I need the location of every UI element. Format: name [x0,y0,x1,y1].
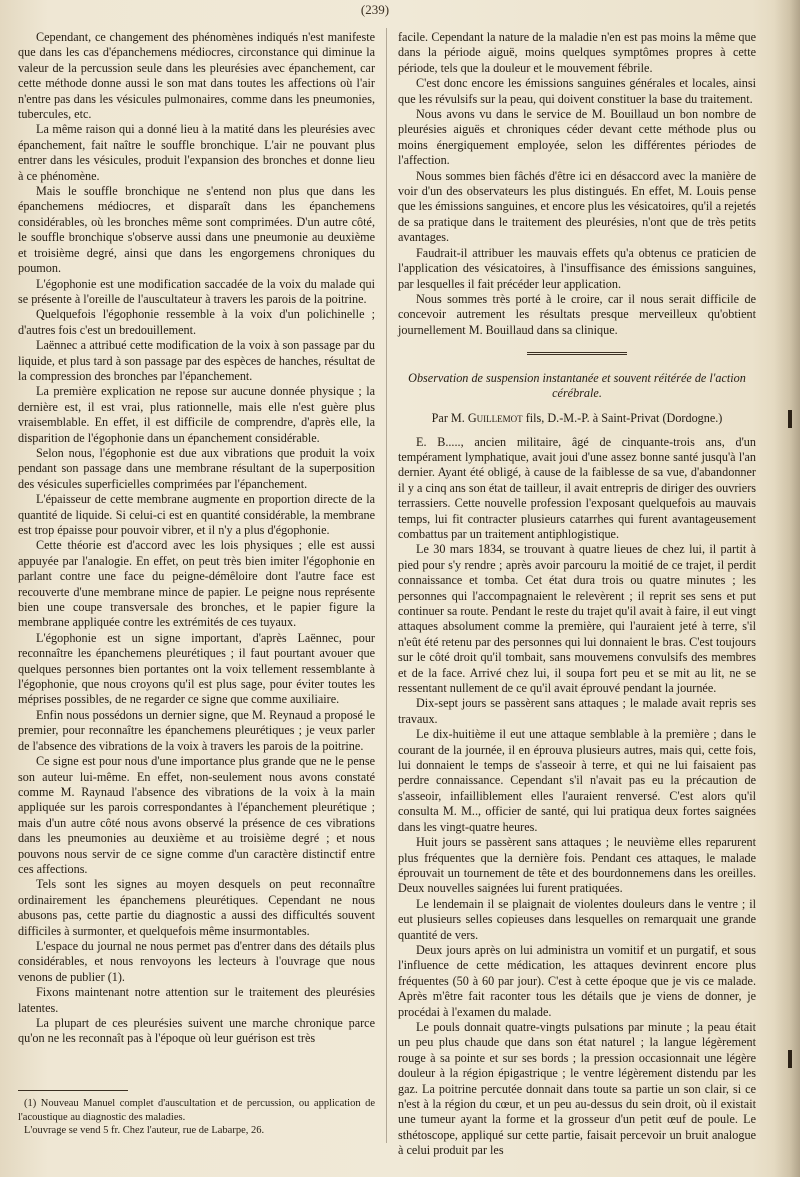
paragraph: La première explication ne repose sur aucune donnée physique ; la dernière est, il est vrai, plus rationnelle, mais elle n'est guère plus vraisemblable. En effet, il est difficile de comprendre, d'après elle, la disparition de l'égophonie dans un épanchement considérable. [18,384,375,445]
paragraph: Dix-sept jours se passèrent sans attaques ; le malade avait repris ses travaux. [398,696,756,726]
paragraph: Enfin nous possédons un dernier signe, que M. Reynaud a proposé le premier, pour reconnaître les épanchemens pleurétiques ; je veux parler de l'absence des vibrations de la voix à travers les parois de la poitrine. [18,707,375,753]
paragraph: Huit jours se passèrent sans attaques ; le neuvième elles reparurent plus fréquentes que la dernière fois. Pendant ces attaques, le malade éprouvait un tournement de tête et des bourdonnemens dans les oreilles. Deux nouvelles saignées lui furent pratiquées. [398,835,756,896]
author-credentials: fils, D.-M.-P. à Saint-Privat (Dordogne.) [525,411,723,426]
paragraph: Laënnec a attribué cette modification de la voix à son passage par du liquide, et plus tard à son passage par des espèces de hanches, résultat de la compression des bronches par l'épanchement. [18,338,375,383]
column-divider [386,28,387,1143]
paragraph: E. B....., ancien militaire, âgé de cinquante-trois ans, d'un tempérament lymphatique, avait joui d'une assez bonne santé jusqu'à l'an dernier. Ayant été obligé, à cause de la faiblesse de sa vue, d'abandonner il y a cinq ans son état de tailleur, il avait entrepris de diriger des ouvriers terrassiers. Cette nouvelle profession l'exposant quelquefois au mauvais temps, lui fit contracter plusieurs catarrhes qui furent avantageusement combattus par un traitement antiphlogistique. [398,434,756,541]
author-name: Guillemot [467,411,523,426]
section-rule [527,352,627,355]
paragraph: Deux jours après on lui administra un vomitif et un purgatif, et sous l'influence de cette médication, les attaques devinrent encore plus fréquentes (50 à 60 par jour). C'est à cette époque que je vis ce malade. Après m'être fait raconter tous les détails que je viens de donner, je procédai à l'examen du malade. [398,942,756,1019]
page-number: ( 239 ) [352,2,398,18]
paragraph: Le pouls donnait quatre-vingts pulsations par minute ; la peau était un peu plus chaude que dans son état naturel ; la langue légèrement rouge à sa pointe et sur ses bords ; la pression occasionnait une légère douleur à la région épigastrique ; le ventre légèrement distendu par les gaz. La poitrine percutée donnait dans toute sa partie un son clair, si ce n'est à la région du cœur, et un peu au-dessus du sein droit, où il existait une tumeur ayant la forme et la grosseur d'un petit œuf de poule. Le sthétoscope, appliqué sur cette partie, faisait percevoir un bruit analogue à celui produit par les [398,1019,756,1158]
paragraph: Fixons maintenant notre attention sur le traitement des pleurésies latentes. [18,985,375,1015]
paragraph: L'égophonie est une modification saccadée de la voix du malade qui se présente à l'oreille de l'auscultateur à travers les parois de la poitrine. [18,276,375,306]
page-edge-shadow [774,0,800,1177]
author-byline [398,411,756,426]
paragraph: Le lendemain il se plaignait de violentes douleurs dans le ventre ; il eut plusieurs selles copieuses dans lesquelles on remarquait une grande quantité de vers. [398,896,756,942]
paragraph: Nous avons vu dans le service de M. Bouillaud un bon nombre de pleurésies aiguës et chroniques céder devant cette méthode plus ou moins énergiquement employée, selon les différentes périodes de l'affection. [398,107,756,168]
paragraph: Nous sommes bien fâchés d'être ici en désaccord avec la manière de voir d'un des observateurs les plus distingués. En effet, M. Louis pense que les émissions sanguines, et encore plus les vésicatoires, qu'il a rejetés de sa pratique dans le traitement des pleurésies, n'ont que de très petits avantages. [398,168,756,245]
footnote: L'ouvrage se vend 5 fr. Chez l'auteur, rue de Labarpe, 26. [24,1125,265,1136]
paragraph: facile. Cependant la nature de la maladie n'en est pas moins la même que dans la période aiguë, moins quelques symptômes propres à cette période, tels que la douleur et le mouvement fébrile. [398,30,756,75]
paragraph: Ce signe est pour nous d'une importance plus grande que ne le pense son auteur lui-même. En effet, non-seulement nous avons constaté comme M. Raynaud l'absence des vibrations de la voix à la main appliquée sur les parois correspondantes à l'épanchement pleurétique ; mais d'un autre côté nous avons observé la présence de ces vibrations dans les pneumonies au deuxième et au troisième degré ; et nous pouvons nous servir de ce signe comme d'un caractère distinctif entre ces affections. [18,754,375,876]
paragraph: Quelquefois l'égophonie ressemble à la voix d'un polichinelle ; d'autres fois c'est un bredouillement. [18,307,375,337]
paragraph: Mais le souffle bronchique ne s'entend non plus que dans les épanchemens médiocres, et disparaît dans les épanchemens considérables, où les bronches même sont comprimées. D'un autre côté, le souffle bronchique s'observe aussi dans une pneumonie au deuxième et troisième degré, ainsi que dans les engorgemens chroniques du poumon. [18,184,375,276]
footnote-rule [18,1090,128,1091]
right-column [398,30,756,1159]
byline-prefix: Par M. [431,411,465,426]
paragraph: La même raison qui a donné lieu à la matité dans les pleurésies avec épanchement, fait naître le souffle bronchique. L'air ne pouvant plus entrer dans les vésicules, produit l'expansion des bronches et donne lieu à ce phénomène. [18,122,375,183]
paragraph: Le dix-huitième il eut une attaque semblable à la première ; dans le courant de la journée, il en éprouva plusieurs autres, mais qui, cette fois, lui donnaient le temps de s'asseoir à terre, et qui ne lui faisaient pas perdre connaissance. Cependant s'il n'avait pas eu la précaution de s'asseoir, infailliblement elles l'auraient renversé. C'est alors qu'il consulta M. M.., officier de santé, qui lui pratiqua deux fortes saignées dans les vingt-quatre heures. [398,727,756,834]
observation-body [398,435,756,1159]
footnote: (1) Nouveau Manuel complet d'auscultation et de percussion, ou application de l'acoustique au diagnostic des maladies. [18,1098,375,1123]
paragraph: L'espace du journal ne nous permet pas d'entrer dans des détails plus considérables, et nous renvoyons les lecteurs à l'ouvrage que nous venons de publier (1). [18,938,375,984]
observation-title: Observation de suspension instantanée et souvent réitérée de l'action cérébrale. [408,371,746,401]
paragraph: Nous sommes très porté à le croire, car il nous serait difficile de concevoir autrement les résultats presque merveilleux qu'obtient journellement M. Bouillaud dans sa clinique. [398,291,756,337]
left-column [18,30,375,1047]
right-column-upper-text [398,30,756,338]
paragraph: La plupart de ces pleurésies suivent une marche chronique parce qu'on ne les reconnaît pas à l'époque où leur guérison est très [18,1016,375,1046]
paragraph: L'épaisseur de cette membrane augmente en proportion directe de la quantité de liquide. Si celui-ci est en quantité considérable, la membrane est trop épaisse pour pouvoir vibrer, et il n'y a plus d'égophonie. [18,492,375,537]
paragraph: Selon nous, l'égophonie est due aux vibrations que produit la voix pendant son passage dans une membrane résultant de la superposition des vésicules superficielles comprimées par l'épanchement. [18,445,375,491]
paragraph: Cependant, ce changement des phénomènes indiqués n'est manifeste que dans les cas d'épanchemens médiocres, circonstance qui diminue la valeur de la percussion seule dans les pleurésies avec épanchement, car cette méthode donne aussi le son mat dans toutes les affections où l'air n'entre pas dans les vésicules pulmonaires, comme dans les pneumonies, tubercules, etc. [18,30,375,122]
paragraph: Cette théorie est d'accord avec les lois physiques ; elle est aussi appuyée par l'analogie. En effet, on peut très bien imiter l'égophonie en parlant contre une face du peigne-démêloire dont l'autre face est recouverte d'une membrane mince de papier. Le peigne nous représente bien une coupe transversale des bronches, et le papier figure la membrane appliquée contre les extrémités de ces tuyaux. [18,538,375,630]
paragraph: C'est donc encore les émissions sanguines générales et locales, ainsi que les révulsifs sur la peau, qui doivent constituer la base du traitement. [398,76,756,106]
paragraph: Le 30 mars 1834, se trouvant à quatre lieues de chez lui, il partit à pied pour s'y rendre ; après avoir parcouru la moitié de ce trajet, il perdit connaissance et tomba. Cet état dura trois ou quatre minutes ; les personnes qui l'accompagnaient le relevèrent ; il reprit ses sens et put continuer sa route. Pendant le reste du trajet qu'il avait à faire, il eut vingt attaques absolument comme la première, qui l'auraient jeté à terre, s'il n'eût été retenu par des personnes qui lui donnaient le bras. C'est toujours sur le côté droit qu'il tombait, sans mouvemens convulsifs des membres et de la face. Arrivé chez lui, il soupa fort peu et se mit au lit, ne se ressentant nullement de ce qu'il avait éprouvé pendant la journée. [398,542,756,696]
binding-mark [788,410,792,428]
footnotes [18,1097,375,1138]
paragraph: Faudrait-il attribuer les mauvais effets qu'a obtenus ce praticien de l'application des vésicatoires, à l'insuffisance des émissions sanguines, par lesquelles il fait précéder leur application. [398,245,756,291]
paragraph: L'égophonie est un signe important, d'après Laënnec, pour reconnaître les épanchemens pleurétiques ; il faut pourtant avouer que quelques personnes bien portantes ont la voix tellement ressemblante à l'égophonie, que nous croyons qu'il est plus sage, pour éviter toutes les méprises possibles, de ne regarder ce signe que comme auxiliaire. [18,630,375,707]
binding-mark [788,1050,792,1068]
paragraph: Tels sont les signes au moyen desquels on peut reconnaître ordinairement les épanchemens pleurétiques. Cependant ne nous abusons pas, cette partie du diagnostic a aussi des difficultés souvent difficiles à surmonter, et quelquefois même insurmontables. [18,877,375,938]
